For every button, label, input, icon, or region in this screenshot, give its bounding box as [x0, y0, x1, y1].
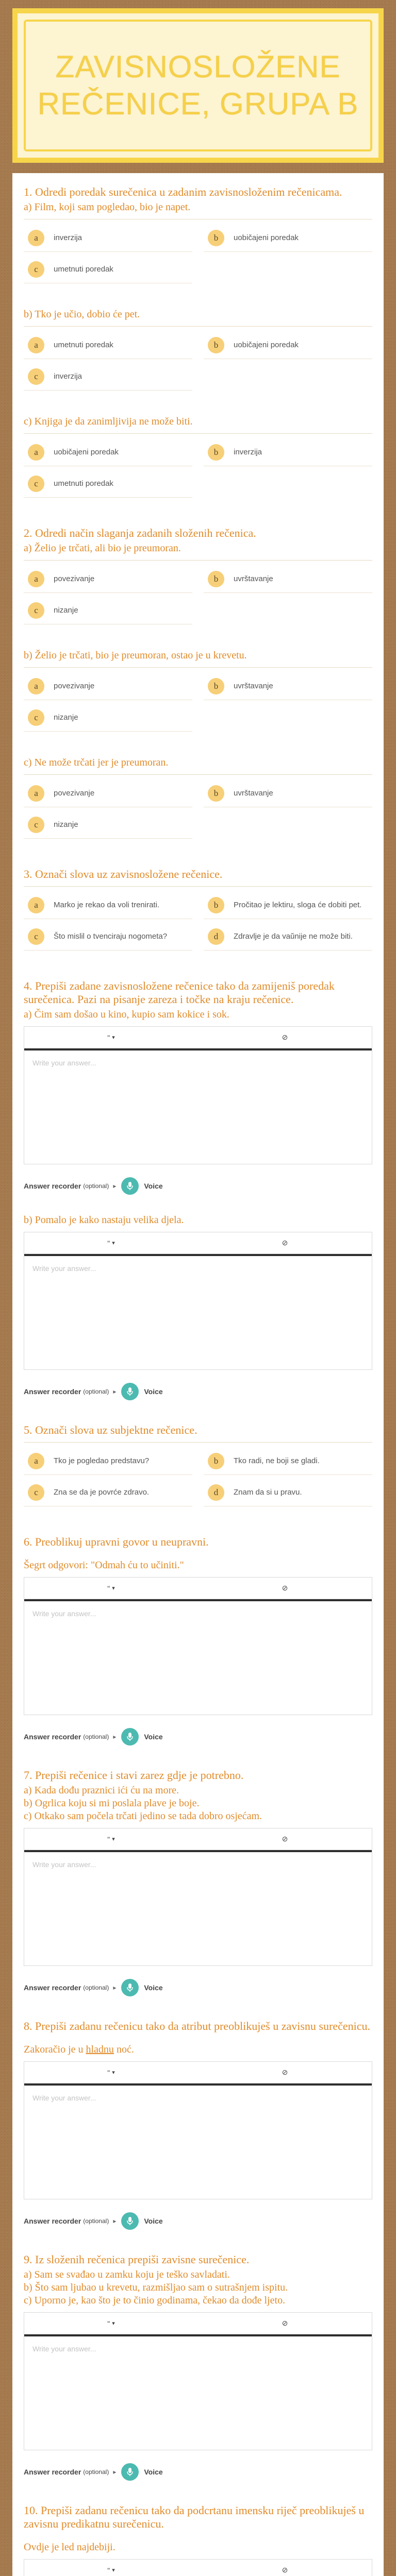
answer-placeholder: Write your answer... [32, 2345, 96, 2353]
quote-icon: " [107, 2319, 110, 2328]
answer-editor [24, 2559, 372, 2576]
option-text: povezivanje [54, 789, 95, 798]
chevron-down-icon: ▾ [112, 1035, 115, 1041]
option-letter: a [28, 230, 44, 246]
arrow-right-icon: ▸ [113, 1182, 117, 1190]
divider [24, 774, 372, 775]
text-style-dropdown[interactable] [24, 2566, 198, 2574]
link-icon: ⊘ [282, 2566, 288, 2574]
option-letter: a [28, 785, 44, 802]
option-letter: c [28, 476, 44, 492]
question-title: 2. Odredi način slaganja zadanih složenih rečenica. [24, 527, 256, 539]
recorder-optional: (optional) [83, 1388, 109, 1395]
options-grid [24, 1449, 372, 1513]
divider [24, 560, 372, 561]
link-button[interactable] [198, 1239, 372, 1247]
option-text: Zdravlje je da vaŭnije ne može biti. [234, 932, 353, 941]
option-letter: b [208, 230, 224, 246]
editor-toolbar [24, 1027, 372, 1048]
option[interactable] [24, 471, 192, 498]
option[interactable] [24, 567, 192, 593]
option-text: inverzija [54, 372, 82, 381]
mic-button[interactable] [121, 1177, 139, 1195]
option-text: nizanje [54, 820, 78, 829]
recorder-optional: (optional) [83, 1984, 109, 1991]
question-title: 8. Prepiši zadanu rečenicu tako da atribut preoblikuješ u zavisnu surečenicu. [24, 2020, 370, 2032]
option-text: uobičajeni poredak [234, 233, 299, 242]
option[interactable] [24, 781, 192, 807]
question-prompt: Ovdje je led najdebiji. [24, 2541, 116, 2553]
option[interactable] [204, 781, 372, 807]
option-letter: b [208, 678, 224, 694]
option[interactable] [24, 705, 192, 732]
link-icon: ⊘ [282, 1835, 288, 1843]
link-icon: ⊘ [282, 2319, 288, 2327]
option[interactable] [24, 1449, 192, 1475]
option-letter: b [208, 897, 224, 913]
option-letter: c [28, 928, 44, 945]
chevron-down-icon: ▾ [112, 1836, 115, 1842]
answer-textarea[interactable] [24, 1050, 372, 1164]
mic-button[interactable] [121, 1383, 139, 1400]
option-letter: b [208, 337, 224, 353]
link-button[interactable] [198, 1584, 372, 1592]
divider [24, 1442, 372, 1443]
answer-placeholder: Write your answer... [32, 1059, 96, 1067]
option-letter: b [208, 444, 224, 461]
question-4 [24, 979, 372, 1401]
options-grid [24, 674, 372, 738]
text-style-dropdown[interactable] [24, 1835, 198, 1843]
quote-icon: " [107, 1584, 110, 1592]
microphone-icon [126, 1983, 134, 1992]
option-text: Znam da si u pravu. [234, 1488, 302, 1497]
option-letter: b [208, 571, 224, 587]
arrow-right-icon: ▸ [113, 1733, 117, 1740]
options-grid [24, 333, 372, 397]
question-3 [24, 868, 372, 957]
question-5 [24, 1423, 372, 1513]
option-text: Zna se da je povrće zdravo. [54, 1488, 150, 1497]
option-text: povezivanje [54, 574, 95, 583]
answer-editor [24, 2061, 372, 2199]
options-grid [24, 226, 372, 290]
chevron-down-icon: ▾ [112, 1585, 115, 1591]
answer-recorder [24, 1978, 372, 1997]
question-title: 4. Prepiši zadane zavisnosložene rečenice tako da zamijeniš poredak surečenica. Pazi na pisanje zareza i točke na kraju rečenice. [24, 979, 335, 1006]
question-prompt: c) Knjiga je da zanimljivija ne može biti. [24, 416, 193, 427]
question-prompt: a) Film, koji sam pogledao, bio je napet. [24, 201, 191, 213]
question-title: 3. Označi slova uz zavisnosložene rečenice. [24, 868, 223, 880]
question-prompt [24, 2043, 372, 2056]
mic-button[interactable] [121, 1728, 139, 1745]
options-grid [24, 440, 372, 504]
question-prompt: a) Želio je trčati, ali bio je preumoran. [24, 543, 181, 554]
option-text: uvrštavanje [234, 789, 273, 798]
chevron-down-icon: ▾ [112, 2567, 115, 2573]
question-9 [24, 2253, 372, 2481]
option[interactable] [24, 226, 192, 252]
arrow-right-icon: ▸ [113, 1388, 117, 1395]
link-button[interactable] [198, 1033, 372, 1042]
option-text: inverzija [234, 448, 262, 456]
quote-icon: " [107, 1835, 110, 1843]
text-style-dropdown[interactable] [24, 1239, 198, 1247]
option-text: umetnuti poredak [54, 341, 113, 349]
question-8 [24, 2020, 372, 2230]
link-icon: ⊘ [282, 1033, 288, 1041]
option-letter: b [208, 785, 224, 802]
underlined-word: hladnu [86, 2044, 114, 2055]
option[interactable] [204, 333, 372, 359]
question-prompt: a) Čim sam došao u kino, kupio sam kokice i sok. [24, 1009, 229, 1020]
option-letter: a [28, 337, 44, 353]
answer-editor [24, 2312, 372, 2450]
answer-editor [24, 1828, 372, 1966]
option[interactable] [24, 1480, 192, 1506]
option-letter: c [28, 1484, 44, 1501]
editor-toolbar [24, 1578, 372, 1599]
option[interactable] [204, 440, 372, 466]
question-prompt: b) Pomalo je kako nastaju velika djela. [24, 1214, 184, 1226]
answer-textarea[interactable] [24, 1852, 372, 1965]
option[interactable] [204, 674, 372, 700]
question-prompt: a) Kada dođu praznici ići ću na more. [24, 1785, 179, 1796]
arrow-right-icon: ▸ [113, 2217, 117, 2225]
text-style-dropdown[interactable] [24, 2319, 198, 2328]
question-title: 1. Odredi poredak surečenica u zadanim zavisnosloženim rečenicama. [24, 185, 342, 198]
editor-toolbar [24, 2313, 372, 2334]
chevron-down-icon: ▾ [112, 2320, 115, 2327]
question-2 [24, 527, 372, 845]
mic-button[interactable] [121, 2212, 139, 2230]
recorder-label: Answer recorder [24, 2217, 81, 2225]
options-grid [24, 567, 372, 631]
option-text: uvrštavanje [234, 574, 273, 583]
answer-editor [24, 1577, 372, 1715]
option[interactable] [204, 567, 372, 593]
recorder-label: Answer recorder [24, 1733, 81, 1741]
option-letter: c [28, 261, 44, 278]
answer-editor [24, 1232, 372, 1370]
microphone-icon [126, 1387, 134, 1396]
microphone-icon [126, 1181, 134, 1191]
option-text: uobičajeni poredak [234, 341, 299, 349]
option-text: povezivanje [54, 682, 95, 690]
answer-placeholder: Write your answer... [32, 2094, 96, 2102]
voice-label: Voice [144, 1387, 163, 1396]
answer-placeholder: Write your answer... [32, 1609, 96, 1618]
voice-label: Voice [144, 1984, 163, 1992]
page-title: ZAVISNOSLOŽENE REČENICE, GRUPA B [37, 49, 359, 121]
recorder-optional: (optional) [83, 2468, 109, 2476]
answer-placeholder: Write your answer... [32, 1264, 96, 1273]
question-7 [24, 1769, 372, 1997]
arrow-right-icon: ▸ [113, 2468, 117, 2476]
question-prompt: Šegrt odgovori: "Odmah ću to učiniti." [24, 1560, 184, 1571]
answer-recorder [24, 1727, 372, 1746]
chevron-down-icon: ▾ [112, 2070, 115, 2076]
answer-editor [24, 1026, 372, 1164]
answer-textarea[interactable] [24, 1256, 372, 1369]
quote-icon: " [107, 2068, 110, 2077]
recorder-label: Answer recorder [24, 1182, 81, 1190]
link-button[interactable] [198, 2068, 372, 2077]
answer-recorder [24, 1382, 372, 1401]
mic-button[interactable] [121, 1979, 139, 1996]
answer-textarea[interactable] [24, 1601, 372, 1715]
worksheet-content [12, 173, 384, 2576]
option-text: nizanje [54, 713, 78, 722]
option[interactable] [24, 333, 192, 359]
link-icon: ⊘ [282, 1584, 288, 1592]
recorder-optional: (optional) [83, 1733, 109, 1740]
option-text: inverzija [54, 233, 82, 242]
title-card [12, 8, 384, 163]
option-letter: c [28, 602, 44, 619]
question-title: 7. Prepiši rečenice i stavi zarez gdje je potrebno. [24, 1769, 244, 1782]
sentence-end: noć. [113, 2044, 134, 2055]
question-prompt: c) Otkako sam počela trčati jedino se tada dobro osjećam. [24, 1810, 262, 1822]
options-grid [24, 893, 372, 957]
option[interactable] [24, 893, 192, 919]
voice-label: Voice [144, 1733, 163, 1741]
question-prompt: b) Ogrlica koju si mi poslala plave je boje. [24, 1798, 200, 1809]
recorder-label: Answer recorder [24, 1387, 81, 1396]
option-text: umetnuti poredak [54, 479, 113, 488]
option[interactable] [204, 924, 372, 951]
text-style-dropdown[interactable] [24, 1033, 198, 1042]
option-letter: a [28, 571, 44, 587]
option-letter: d [208, 928, 224, 945]
voice-label: Voice [144, 1182, 163, 1190]
recorder-label: Answer recorder [24, 2468, 81, 2476]
answer-recorder [24, 2463, 372, 2481]
chevron-down-icon: ▾ [112, 1240, 115, 1246]
editor-toolbar [24, 1828, 372, 1850]
recorder-optional: (optional) [83, 1182, 109, 1190]
link-icon: ⊘ [282, 1239, 288, 1247]
question-title: 10. Prepiši zadanu rečenicu tako da podcrtanu imensku riječ preoblikuješ u zavisnu predikatnu surečenicu. [24, 2504, 365, 2530]
option-text: uobičajeni poredak [54, 448, 119, 456]
option-text: Marko je rekao da voli trenirati. [54, 901, 160, 909]
option-letter: c [28, 368, 44, 385]
microphone-icon [126, 2216, 134, 2226]
option-letter: d [208, 1484, 224, 1501]
question-prompt: c) Uporno je, kao što je to činio godinama, čekao da dođe ljeto. [24, 2295, 286, 2306]
divider [24, 886, 372, 887]
link-button[interactable] [198, 2319, 372, 2328]
option-letter: b [208, 1453, 224, 1469]
text-style-dropdown[interactable] [24, 1584, 198, 1592]
answer-recorder [24, 1177, 372, 1195]
option-letter: a [28, 897, 44, 913]
quote-icon: " [107, 2566, 110, 2574]
option[interactable] [24, 257, 192, 283]
editor-toolbar [24, 2062, 372, 2083]
question-6 [24, 1535, 372, 1746]
question-prompt: c) Ne može trčati jer je preumoran. [24, 757, 169, 768]
recorder-label: Answer recorder [24, 1984, 81, 1992]
question-prompt: b) Tko je učio, dobio će pet. [24, 309, 140, 320]
answer-recorder [24, 2212, 372, 2230]
option[interactable] [204, 1480, 372, 1506]
microphone-icon [126, 1732, 134, 1741]
option-letter: a [28, 444, 44, 461]
voice-label: Voice [144, 2468, 163, 2476]
arrow-right-icon: ▸ [113, 1984, 117, 1991]
divider [24, 326, 372, 327]
question-1 [24, 185, 372, 504]
option[interactable] [24, 598, 192, 624]
editor-toolbar [24, 1232, 372, 1254]
option-text: Tko je pogledao predstavu? [54, 1456, 150, 1465]
question-prompt: b) Što sam ljubao u krevetu, razmišljao sam o sutrašnjem ispitu. [24, 2282, 288, 2293]
option-text: Što mislil o tvenciraju nogometa? [54, 932, 168, 941]
option[interactable] [24, 812, 192, 839]
sentence-start: Zakoračio je u [24, 2044, 86, 2055]
option[interactable] [204, 226, 372, 252]
options-grid [24, 781, 372, 845]
option[interactable] [24, 440, 192, 466]
option-text: nizanje [54, 606, 78, 615]
mic-button[interactable] [121, 2463, 139, 2481]
question-title: 9. Iz složenih rečenica prepiši zavisne surečenice. [24, 2253, 250, 2266]
question-prompt: a) Sam se svađao u zamku koju je teško savladati. [24, 2269, 230, 2280]
option[interactable] [204, 1449, 372, 1475]
recorder-optional: (optional) [83, 2217, 109, 2225]
option-text: umetnuti poredak [54, 265, 113, 274]
option-text: uvrštavanje [234, 682, 273, 690]
link-icon: ⊘ [282, 2068, 288, 2076]
link-button[interactable] [198, 2566, 372, 2574]
question-10 [24, 2504, 372, 2576]
option[interactable] [24, 674, 192, 700]
answer-textarea[interactable] [24, 2086, 372, 2199]
link-button[interactable] [198, 1835, 372, 1843]
question-prompt: b) Želio je trčati, bio je preumoran, ostao je u krevetu. [24, 650, 247, 661]
voice-label: Voice [144, 2217, 163, 2225]
question-title: 6. Preoblikuj upravni govor u neupravni. [24, 1535, 209, 1548]
text-style-dropdown[interactable] [24, 2069, 198, 2077]
answer-textarea[interactable] [24, 2336, 372, 2450]
divider [24, 433, 372, 434]
option-letter: a [28, 678, 44, 694]
option[interactable] [24, 364, 192, 391]
option-letter: c [28, 817, 44, 833]
quote-icon: " [107, 1033, 110, 1042]
option-letter: a [28, 1453, 44, 1469]
divider [24, 667, 372, 668]
option-letter: c [28, 709, 44, 726]
editor-toolbar [24, 2560, 372, 2576]
option-text: Pročitao je lektiru, sloga će dobiti pet. [234, 901, 362, 909]
microphone-icon [126, 2467, 134, 2477]
question-title: 5. Označi slova uz subjektne rečenice. [24, 1423, 197, 1436]
answer-placeholder: Write your answer... [32, 1860, 96, 1869]
option[interactable] [24, 924, 192, 951]
option[interactable] [204, 893, 372, 919]
option-text: Tko radi, ne boji se gladi. [234, 1456, 320, 1465]
quote-icon: " [107, 1239, 110, 1247]
